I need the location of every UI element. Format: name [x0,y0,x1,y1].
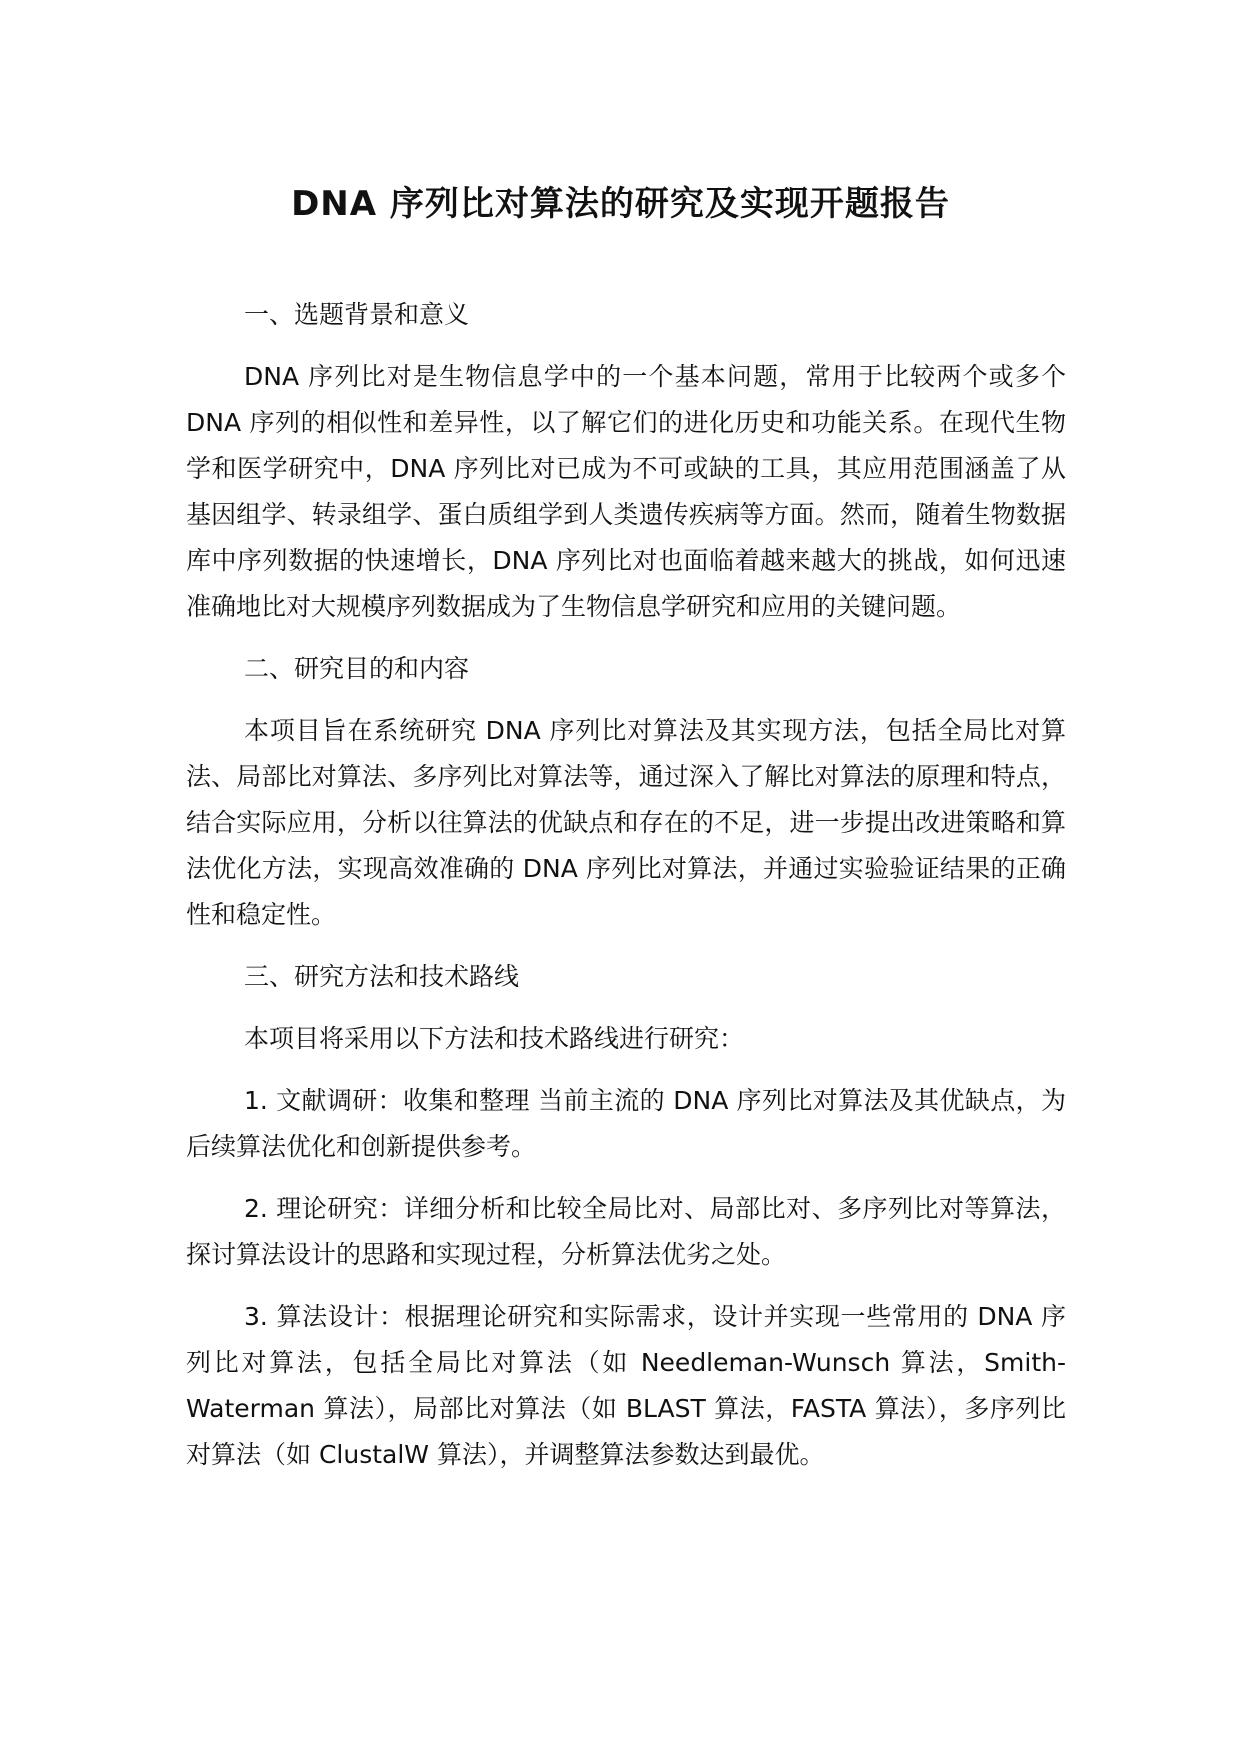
list-item-theory-research: 2. 理论研究：详细分析和比较全局比对、局部比对、多序列比对等算法，探讨算法设计的思路和实现过程，分析算法优劣之处。 [186,1194,1066,1269]
document-title: DNA 序列比对算法的研究及实现开题报告 [291,184,950,224]
paragraph-objectives: 本项目旨在系统研究 DNA 序列比对算法及其实现方法，包括全局比对算法、局部比对算法、多序列比对算法等，通过深入了解比对算法的原理和特点，结合实际应用，分析以往算法的优缺点和存在的不足，进一步提出改进策略和算法优化方法，实现高效准确的 DNA 序列比对算法，并通过实验验证结果的正确性和稳定性。 [186,716,1066,929]
paragraph-background: DNA 序列比对是生物信息学中的一个基本问题，常用于比较两个或多个 DNA 序列的相似性和差异性，以了解它们的进化历史和功能关系。在现代生物学和医学研究中，DNA 序列比对已成为不可或缺的工具，其应用范围涵盖了从基因组学、转录组学、蛋白质组学到人类遗传疾病等方面。然而，随着生物数据库中序列数据的快速增长，DNA 序列比对也面临着越来越大的挑战，如何迅速准确地比对大规模序列数据成为了生物信息学研究和应用的关键问题。 [186,362,1066,621]
list-item-algorithm-design: 3. 算法设计：根据理论研究和实际需求，设计并实现一些常用的 DNA 序列比对算法，包括全局比对算法（如 Needleman-Wunsch 算法，Smith-Waterman 算法），局部比对算法（如 BLAST 算法，FASTA 算法），多序列比对算法（如 ClustalW 算法），并调整算法参数达到最优。 [186,1302,1066,1469]
section-heading-objectives: 二、研究目的和内容 [244,654,470,683]
document-body [186,292,1066,1494]
section-heading-methods: 三、研究方法和技术路线 [244,962,520,991]
paragraph-methods-intro: 本项目将采用以下方法和技术路线进行研究： [244,1024,745,1053]
list-item-literature-review: 1. 文献调研：收集和整理 当前主流的 DNA 序列比对算法及其优缺点，为后续算法优化和创新提供参考。 [186,1086,1066,1161]
section-heading-background: 一、选题背景和意义 [244,300,470,329]
